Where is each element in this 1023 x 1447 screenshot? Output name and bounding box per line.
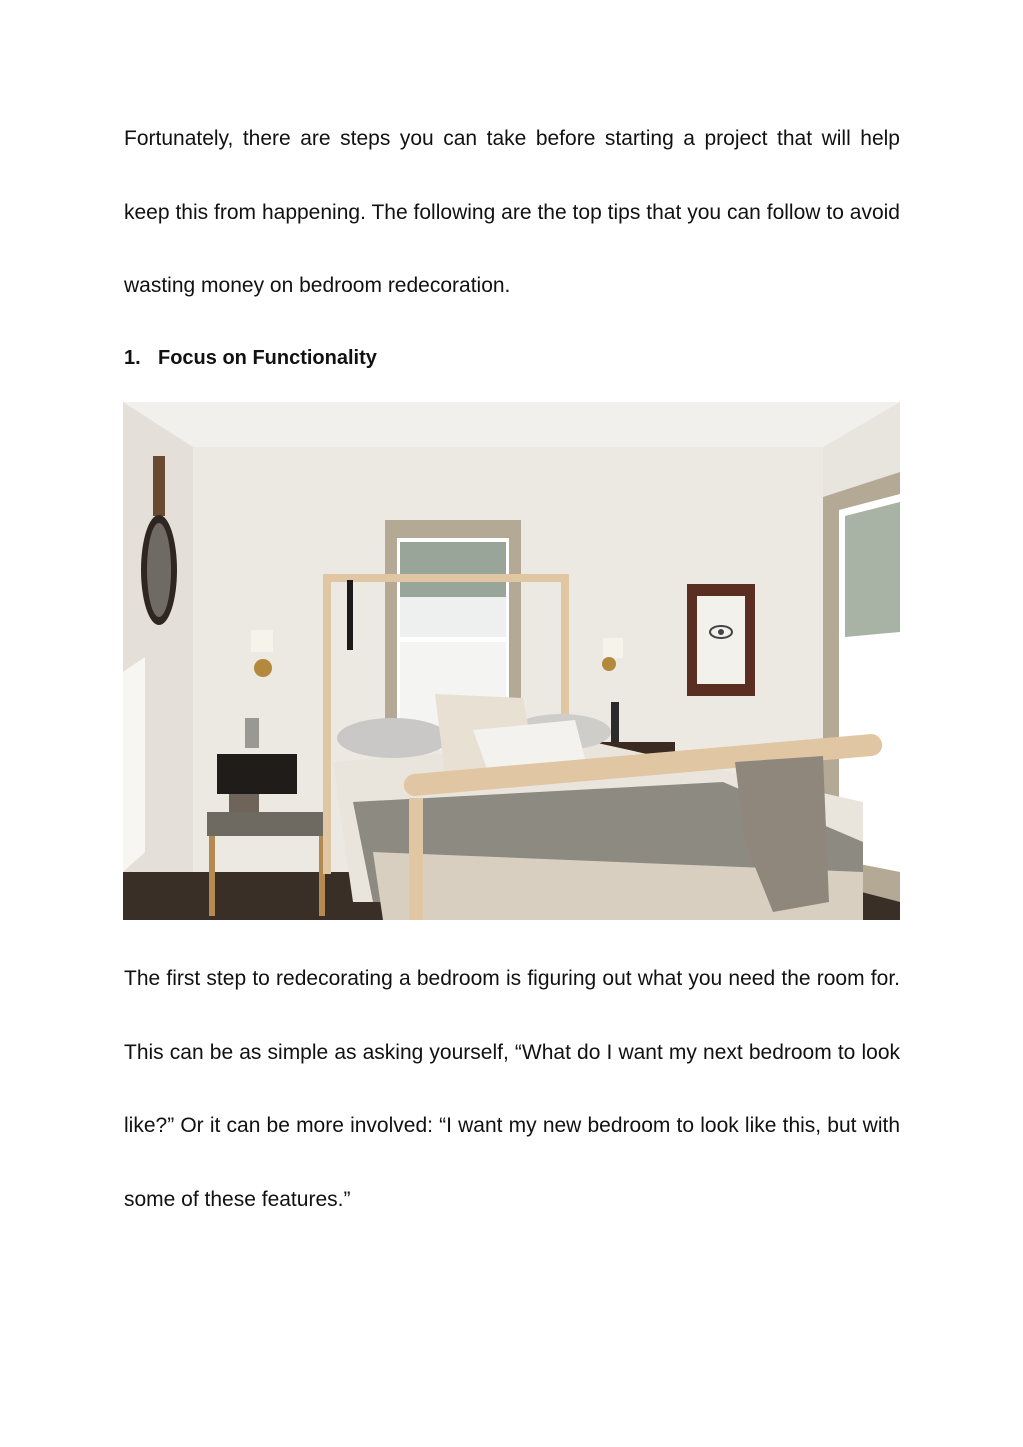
body-paragraph: The first step to redecorating a bedroom is figuring out what you need the room for. This can be as simple as asking yourself, “What do I want my next bedroom to look like?” Or it can be more involved: “I want my new bedroom to look like this, but with some of these features.” xyxy=(124,967,900,1211)
bedroom-photo xyxy=(123,402,900,920)
section-title: Focus on Functionality xyxy=(158,347,377,369)
section-heading xyxy=(124,340,377,376)
intro-paragraph: Fortunately, there are steps you can take before starting a project that will help keep this from happening. The following are the top tips that you can follow to avoid wasting money on bedroom redecoration. xyxy=(124,127,900,297)
section-number: 1. xyxy=(124,347,141,369)
